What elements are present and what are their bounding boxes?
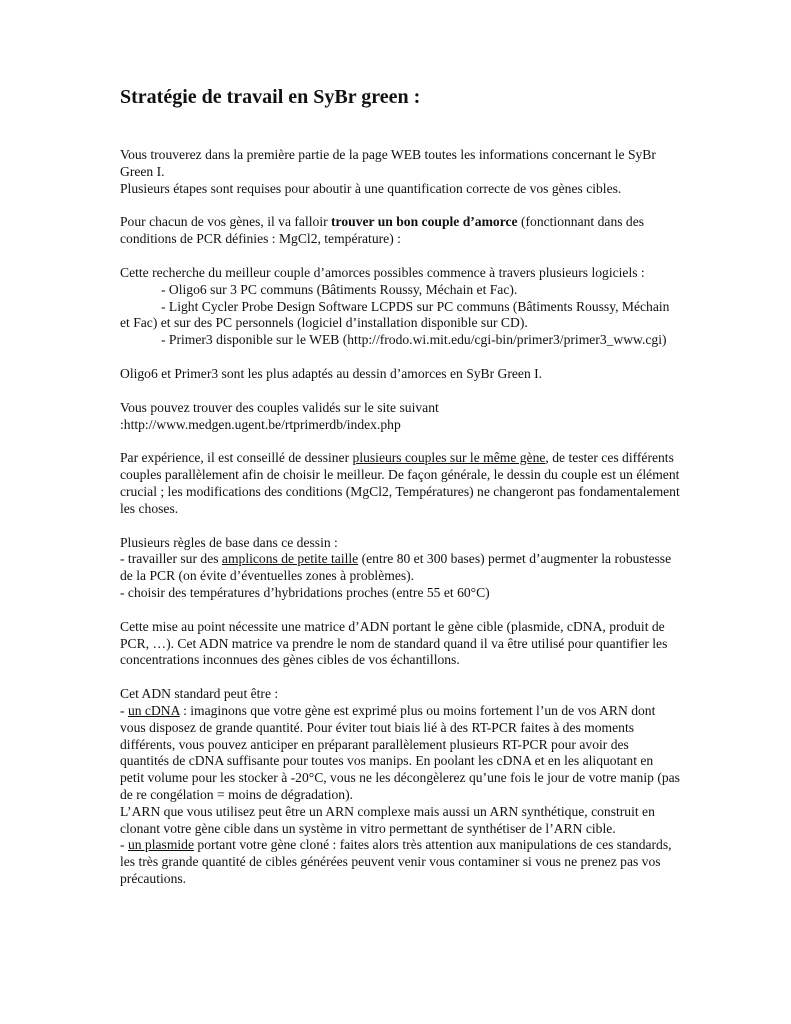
rule-1-post: (entre 80 et 300 bases) permet d’augmenter la robustesse de la PCR (on évite d’éventuelles zones à problèmes). <box>120 551 672 584</box>
intro-paragraph <box>120 147 680 197</box>
experience-underline: plusieurs couples sur le même gène <box>352 450 546 466</box>
experience-paragraph <box>120 450 680 517</box>
rules-paragraph <box>120 535 680 602</box>
standard-intro: Cet ADN standard peut être : <box>120 686 279 702</box>
page-title: Stratégie de travail en SyBr green : <box>120 86 421 108</box>
software-item-lcpds <box>120 299 680 333</box>
software-item-primer3 <box>120 332 680 349</box>
primer-bold-text: trouver un bon couple d’amorce <box>331 214 518 230</box>
rule-1 <box>120 551 680 585</box>
software-paragraph <box>120 265 680 349</box>
standard-plasmid-post: portant votre gène cloné : faites alors très attention aux manipulations de ces standards, les très grande quantité de cibles générées peuvent venir vous contaminer si vous ne prenez pas vos précautions. <box>120 837 672 886</box>
standard-paragraph <box>120 686 680 888</box>
intro-line-2: Plusieurs étapes sont requises pour aboutir à une quantification correcte de vos gènes cibles. <box>120 180 622 196</box>
validated-couples-paragraph: Vous pouvez trouver des couples validés sur le site suivant :http://www.medgen.ugent.be/rtprimerdb/index.php <box>120 399 439 432</box>
standard-plasmid <box>120 837 680 887</box>
intro-line-1: Vous trouverez dans la première partie de la page WEB toutes les informations concernant le SyBr Green I. <box>120 147 656 179</box>
software-item-oligo6: - Oligo6 sur 3 PC communs (Bâtiments Roussy, Méchain et Fac). <box>161 281 518 297</box>
rule-2: - choisir des températures d’hybridations proches (entre 55 et 60°C) <box>120 584 490 600</box>
rule-1-underline: amplicons de petite taille <box>221 551 359 567</box>
standard-cdna <box>120 703 680 804</box>
document-page <box>120 84 680 888</box>
experience-text-pre: Par expérience, il est conseillé de dessiner <box>120 450 353 466</box>
oligo-primer-paragraph: Oligo6 et Primer3 sont les plus adaptés au dessin d’amorces en SyBr Green I. <box>120 365 543 381</box>
rule-1-pre: - travailler sur des <box>120 551 222 567</box>
software-item-lcpds-text: - Light Cycler Probe Design Software LCPDS sur PC communs (Bâtiments Roussy, Méchain et Fac) et sur des PC personnels (logiciel d’installation disponible sur CD). <box>120 298 670 331</box>
primer-paragraph <box>120 214 680 248</box>
standard-plasmid-pre: - <box>120 837 128 853</box>
software-intro: Cette recherche du meilleur couple d’amorces possibles commence à travers plusieurs logiciels : <box>120 264 645 280</box>
experience-text-post: , de tester ces différents couples parallèlement afin de choisir le meilleur. De façon générale, le dessin du couple est un élément crucial ; les modifications des conditions (MgCl2, Températures) ne changeront pas fondamentalement les choses. <box>120 450 680 516</box>
software-item-primer3-text: - Primer3 disponible sur le WEB (http://frodo.wi.mit.edu/cgi-bin/primer3/primer3_www.cgi) <box>161 332 667 348</box>
standard-cdna-pre: - <box>120 702 128 718</box>
primer-text-post: (fonctionnant dans des conditions de PCR définies : MgCl2, température) : <box>120 214 645 247</box>
standard-cdna-underline: un cDNA <box>127 702 180 718</box>
primer-text-pre: Pour chacun de vos gènes, il va falloir <box>120 214 332 230</box>
standard-cdna-post: : imaginons que votre gène est exprimé plus ou moins fortement l’un de vos ARN dont vous disposez de grande quantité. Pour éviter tout biais lié à des RT-PCR faites à des moments différents, vous pouvez anticiper en préparant parallèlement plusieurs RT-PCR pour avoir des quantités de cDNA suffisante pour toutes vos manips. En poolant les cDNA et en les aliquotant en petit volume pour les stocker à -20°C, vous ne les décongèlerez qu’une fois le jour de votre manip (pas de re congélation = moins de dégradation). <box>120 702 680 802</box>
standard-plasmid-underline: un plasmide <box>127 837 195 853</box>
rules-intro: Plusieurs règles de base dans ce dessin : <box>120 534 338 550</box>
standard-arn: L’ARN que vous utilisez peut être un ARN complexe mais aussi un ARN synthétique, construit en clonant votre gène cible dans un système in vitro permettant de synthétiser de l’ARN cible. <box>120 803 655 836</box>
matrix-paragraph: Cette mise au point nécessite une matrice d’ADN portant le gène cible (plasmide, cDNA, produit de PCR, …). Cet ADN matrice va prendre le nom de standard quand il va être utilisé pour quantifier les concentrations inconnues des gènes cibles de vos échantillons. <box>120 618 668 668</box>
